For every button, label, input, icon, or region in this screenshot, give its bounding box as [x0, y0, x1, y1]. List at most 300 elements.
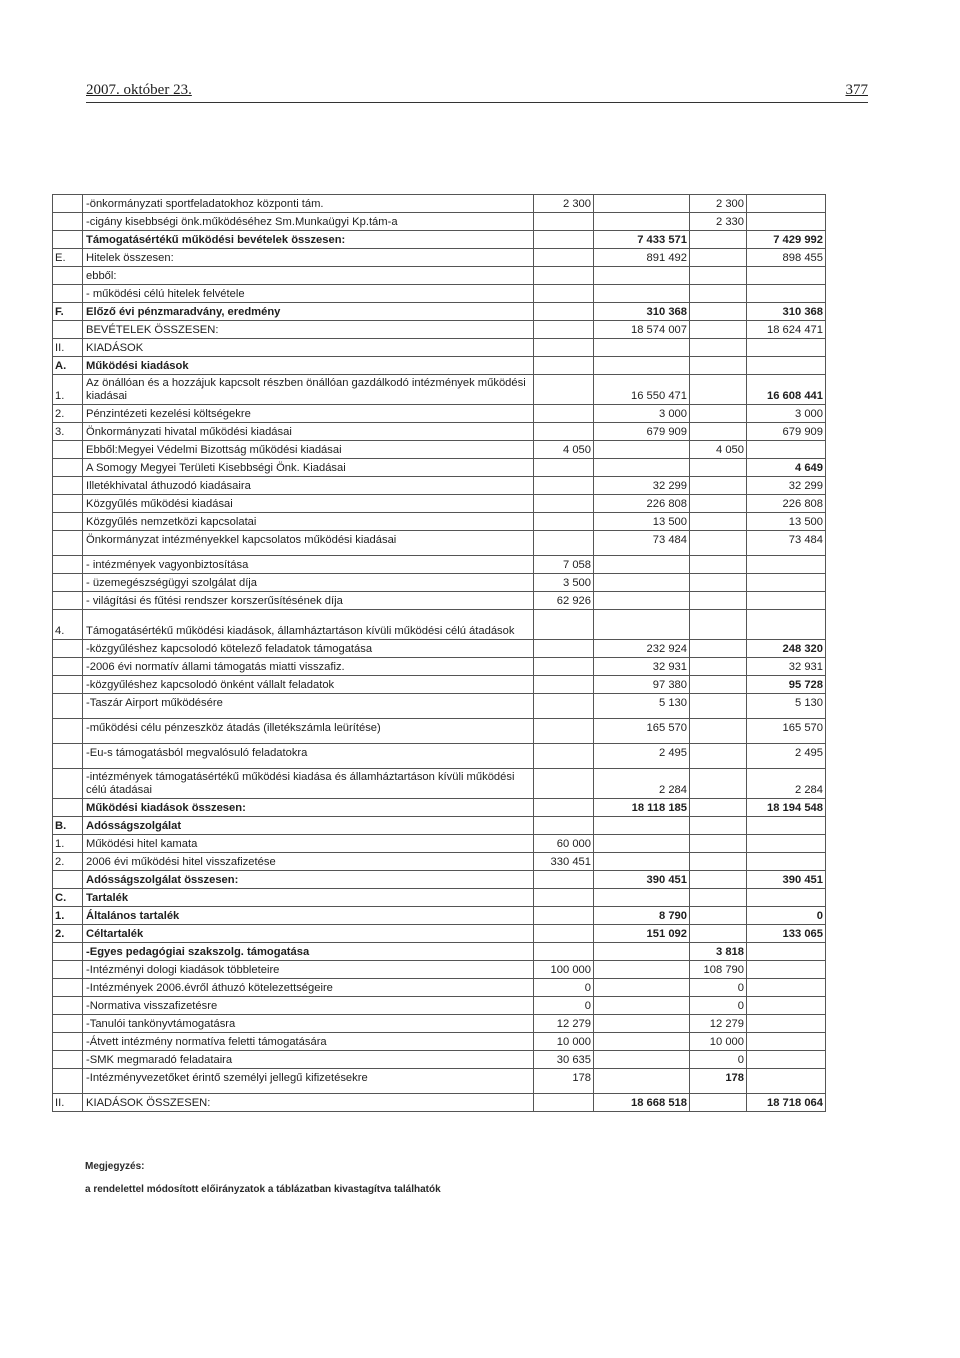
- row-index: [53, 459, 83, 477]
- table-row: [53, 1094, 826, 1112]
- sub-amount-modified: [690, 574, 747, 592]
- table-row: [53, 997, 826, 1015]
- amount-original: [594, 1015, 690, 1033]
- amount-modified: 165 570: [747, 719, 826, 737]
- sub-amount-modified: [690, 658, 747, 676]
- row-label: -Intézményi dologi kiadások többleteire: [83, 961, 534, 979]
- sub-amount-original: [534, 943, 594, 961]
- amount-modified: [747, 853, 826, 871]
- row-index: [53, 574, 83, 592]
- table-row: [53, 574, 826, 592]
- table-row: [53, 769, 826, 799]
- sub-amount-original: [534, 548, 594, 556]
- sub-amount-original: [534, 871, 594, 889]
- sub-amount-original: [534, 339, 594, 357]
- row-index: [53, 1051, 83, 1069]
- sub-amount-modified: [690, 556, 747, 574]
- amount-original: [594, 711, 690, 719]
- amount-original: 310 368: [594, 303, 690, 321]
- row-label: A Somogy Megyei Területi Kisebbségi Önk. Kiadásai: [83, 459, 534, 477]
- sub-amount-modified: [690, 339, 747, 357]
- row-label: Támogatásértékű működési kiadások, államháztartáson kívüli működési célú átadások: [83, 610, 534, 640]
- sub-amount-original: [534, 285, 594, 303]
- row-index: [53, 195, 83, 213]
- amount-modified: [747, 357, 826, 375]
- amount-modified: 226 808: [747, 495, 826, 513]
- table-row: [53, 835, 826, 853]
- table-row: [53, 719, 826, 737]
- table-row: [53, 267, 826, 285]
- row-index: [53, 943, 83, 961]
- row-label: Támogatásértékű működési bevételek összesen:: [83, 231, 534, 249]
- table-row: [53, 817, 826, 835]
- table-row: [53, 853, 826, 871]
- amount-modified: [747, 592, 826, 610]
- amount-modified: [747, 889, 826, 907]
- amount-modified: [747, 1069, 826, 1087]
- amount-modified: 310 368: [747, 303, 826, 321]
- row-label: -intézmények támogatásértékű működési kiadása és államháztartáson kívüli működési célú átadásai: [83, 769, 534, 799]
- amount-modified: [747, 1051, 826, 1069]
- sub-amount-modified: [690, 1086, 747, 1094]
- table-row: [53, 423, 826, 441]
- amount-original: 3 000: [594, 405, 690, 423]
- row-index: [53, 719, 83, 737]
- sub-amount-original: [534, 495, 594, 513]
- amount-original: [594, 441, 690, 459]
- table-row: [53, 231, 826, 249]
- sub-amount-modified: [690, 817, 747, 835]
- row-label: -működési célu pénzeszköz átadás (illetékszámla leürítése): [83, 719, 534, 737]
- amount-modified: [747, 339, 826, 357]
- sub-amount-original: [534, 799, 594, 817]
- table-row: [53, 459, 826, 477]
- amount-modified: [747, 441, 826, 459]
- spacer-row: [53, 548, 826, 556]
- amount-original: [594, 548, 690, 556]
- amount-original: 32 299: [594, 477, 690, 495]
- amount-original: 2 284: [594, 769, 690, 799]
- row-index: [53, 979, 83, 997]
- row-index: 3.: [53, 423, 83, 441]
- sub-amount-modified: [690, 694, 747, 712]
- sub-amount-modified: [690, 610, 747, 640]
- sub-amount-modified: 0: [690, 1051, 747, 1069]
- sub-amount-modified: [690, 676, 747, 694]
- row-index: II.: [53, 1094, 83, 1112]
- amount-modified: 13 500: [747, 513, 826, 531]
- amount-modified: [747, 574, 826, 592]
- sub-amount-original: [534, 249, 594, 267]
- table-row: [53, 658, 826, 676]
- amount-modified: [747, 556, 826, 574]
- sub-amount-modified: [690, 769, 747, 799]
- sub-amount-original: [534, 736, 594, 744]
- sub-amount-original: [534, 640, 594, 658]
- row-label: Adósságszolgálat összesen:: [83, 871, 534, 889]
- amount-modified: [747, 1015, 826, 1033]
- table-row: [53, 610, 826, 640]
- sub-amount-modified: [690, 640, 747, 658]
- sub-amount-original: 4 050: [534, 441, 594, 459]
- amount-modified: [747, 997, 826, 1015]
- amount-original: [594, 889, 690, 907]
- row-index: [53, 694, 83, 712]
- sub-amount-original: [534, 769, 594, 799]
- row-index: [53, 1033, 83, 1051]
- row-label: - működési célú hitelek felvétele: [83, 285, 534, 303]
- amount-original: 2 495: [594, 744, 690, 762]
- row-label: [83, 548, 534, 556]
- sub-amount-modified: [690, 477, 747, 495]
- row-label: Illetékhivatal áthuzodó kiadásaira: [83, 477, 534, 495]
- sub-amount-modified: [690, 231, 747, 249]
- amount-original: 232 924: [594, 640, 690, 658]
- table-row: [53, 676, 826, 694]
- sub-amount-original: 62 926: [534, 592, 594, 610]
- amount-modified: 7 429 992: [747, 231, 826, 249]
- row-label: -2006 évi normatív állami támogatás miatti visszafiz.: [83, 658, 534, 676]
- sub-amount-modified: 0: [690, 997, 747, 1015]
- sub-amount-original: [534, 1094, 594, 1112]
- row-label: -Egyes pedagógiai szakszolg. támogatása: [83, 943, 534, 961]
- row-label: Előző évi pénzmaradvány, eredmény: [83, 303, 534, 321]
- sub-amount-original: [534, 817, 594, 835]
- table-row: [53, 285, 826, 303]
- row-label: Működési kiadások összesen:: [83, 799, 534, 817]
- sub-amount-modified: [690, 925, 747, 943]
- sub-amount-modified: 12 279: [690, 1015, 747, 1033]
- sub-amount-modified: [690, 736, 747, 744]
- sub-amount-original: [534, 423, 594, 441]
- row-index: A.: [53, 357, 83, 375]
- amount-modified: [747, 285, 826, 303]
- amount-modified: [747, 817, 826, 835]
- sub-amount-original: [534, 513, 594, 531]
- row-label: Hitelek összesen:: [83, 249, 534, 267]
- row-index: B.: [53, 817, 83, 835]
- table-row: [53, 1051, 826, 1069]
- sub-amount-original: 10 000: [534, 1033, 594, 1051]
- amount-modified: [747, 1033, 826, 1051]
- row-label: -közgyűléshez kapcsolodó kötelező feladatok támogatása: [83, 640, 534, 658]
- row-label: -cigány kisebbségi önk.működéséhez Sm.Munkaügyi Kp.tám-a: [83, 213, 534, 231]
- sub-amount-modified: [690, 761, 747, 769]
- amount-modified: 18 624 471: [747, 321, 826, 339]
- sub-amount-modified: 10 000: [690, 1033, 747, 1051]
- amount-original: 73 484: [594, 531, 690, 549]
- amount-modified: 2 284: [747, 769, 826, 799]
- amount-modified: 248 320: [747, 640, 826, 658]
- amount-modified: 32 299: [747, 477, 826, 495]
- sub-amount-original: [534, 375, 594, 405]
- sub-amount-original: 178: [534, 1069, 594, 1087]
- table-row: [53, 441, 826, 459]
- row-label: [83, 736, 534, 744]
- row-index: [53, 871, 83, 889]
- row-label: Általános tartalék: [83, 907, 534, 925]
- row-label: [83, 761, 534, 769]
- row-index: [53, 769, 83, 799]
- sub-amount-original: [534, 459, 594, 477]
- sub-amount-modified: 178: [690, 1069, 747, 1087]
- amount-modified: 4 649: [747, 459, 826, 477]
- amount-original: 226 808: [594, 495, 690, 513]
- row-index: [53, 213, 83, 231]
- sub-amount-original: [534, 907, 594, 925]
- sub-amount-original: [534, 761, 594, 769]
- table-row: [53, 1069, 826, 1087]
- amount-original: [594, 835, 690, 853]
- budget-table-body: [53, 195, 826, 1112]
- table-row: [53, 961, 826, 979]
- row-index: [53, 285, 83, 303]
- amount-original: [594, 574, 690, 592]
- sub-amount-modified: [690, 375, 747, 405]
- amount-original: [594, 979, 690, 997]
- sub-amount-original: 30 635: [534, 1051, 594, 1069]
- row-index: 2.: [53, 853, 83, 871]
- sub-amount-original: 7 058: [534, 556, 594, 574]
- sub-amount-modified: [690, 871, 747, 889]
- sub-amount-modified: [690, 249, 747, 267]
- note-title: Megjegyzés:: [85, 1161, 145, 1172]
- row-index: [53, 477, 83, 495]
- sub-amount-original: [534, 711, 594, 719]
- amount-original: [594, 943, 690, 961]
- amount-modified: [747, 548, 826, 556]
- amount-modified: 95 728: [747, 676, 826, 694]
- sub-amount-original: [534, 610, 594, 640]
- amount-original: 7 433 571: [594, 231, 690, 249]
- sub-amount-modified: [690, 719, 747, 737]
- row-index: [53, 513, 83, 531]
- row-index: [53, 321, 83, 339]
- table-row: [53, 513, 826, 531]
- row-index: [53, 548, 83, 556]
- sub-amount-original: [534, 694, 594, 712]
- sub-amount-original: [534, 719, 594, 737]
- sub-amount-original: 0: [534, 979, 594, 997]
- row-index: [53, 744, 83, 762]
- amount-original: 18 574 007: [594, 321, 690, 339]
- row-label: -Átvett intézmény normatíva feletti támogatására: [83, 1033, 534, 1051]
- note-text: a rendelettel módosított előirányzatok a táblázatban kivastagítva találhatók: [85, 1184, 441, 1195]
- row-label: Adósságszolgálat: [83, 817, 534, 835]
- amount-original: 165 570: [594, 719, 690, 737]
- row-label: - intézmények vagyonbiztosítása: [83, 556, 534, 574]
- row-index: 1.: [53, 375, 83, 405]
- amount-modified: [747, 267, 826, 285]
- amount-original: [594, 1069, 690, 1087]
- table-row: [53, 799, 826, 817]
- amount-modified: 5 130: [747, 694, 826, 712]
- page-header: [86, 80, 868, 103]
- sub-amount-original: [534, 531, 594, 549]
- row-label: Céltartalék: [83, 925, 534, 943]
- amount-original: 891 492: [594, 249, 690, 267]
- sub-amount-modified: [690, 405, 747, 423]
- sub-amount-original: 60 000: [534, 835, 594, 853]
- amount-original: [594, 997, 690, 1015]
- row-index: [53, 592, 83, 610]
- amount-modified: 73 484: [747, 531, 826, 549]
- sub-amount-original: 12 279: [534, 1015, 594, 1033]
- row-label: Az önállóan és a hozzájuk kapcsolt részben önállóan gazdálkodó intézmények működési kiadásai: [83, 375, 534, 405]
- row-index: [53, 997, 83, 1015]
- sub-amount-original: 2 300: [534, 195, 594, 213]
- row-label: -önkormányzati sportfeladatokhoz központi tám.: [83, 195, 534, 213]
- sub-amount-modified: [690, 513, 747, 531]
- row-index: 1.: [53, 907, 83, 925]
- table-row: [53, 249, 826, 267]
- table-row: [53, 889, 826, 907]
- row-label: -Intézményvezetőket érintő személyi jellegű kifizetésekre: [83, 1069, 534, 1087]
- table-row: [53, 495, 826, 513]
- row-label: -Intézmények 2006.évről áthuzó kötelezettségeire: [83, 979, 534, 997]
- row-index: [53, 1015, 83, 1033]
- spacer-row: [53, 1086, 826, 1094]
- row-label: 2006 évi működési hitel visszafizetése: [83, 853, 534, 871]
- row-index: F.: [53, 303, 83, 321]
- amount-original: 5 130: [594, 694, 690, 712]
- row-index: [53, 658, 83, 676]
- row-index: [53, 961, 83, 979]
- amount-original: [594, 1033, 690, 1051]
- sub-amount-original: [534, 889, 594, 907]
- row-label: Pénzintézeti kezelési költségekre: [83, 405, 534, 423]
- spacer-row: [53, 761, 826, 769]
- row-index: [53, 267, 83, 285]
- row-index: [53, 736, 83, 744]
- amount-original: [594, 736, 690, 744]
- amount-original: 97 380: [594, 676, 690, 694]
- amount-modified: [747, 1086, 826, 1094]
- row-label: Működési hitel kamata: [83, 835, 534, 853]
- amount-modified: 133 065: [747, 925, 826, 943]
- row-label: - üzemegészségügyi szolgálat díja: [83, 574, 534, 592]
- row-label: Közgyűlés nemzetközi kapcsolatai: [83, 513, 534, 531]
- table-row: [53, 357, 826, 375]
- sub-amount-modified: [690, 357, 747, 375]
- sub-amount-modified: [690, 744, 747, 762]
- row-index: [53, 495, 83, 513]
- row-index: [53, 676, 83, 694]
- spacer-row: [53, 711, 826, 719]
- amount-modified: [747, 979, 826, 997]
- row-label: Tartalék: [83, 889, 534, 907]
- row-index: 2.: [53, 925, 83, 943]
- row-label: Önkormányzat intézményekkel kapcsolatos működési kiadásai: [83, 531, 534, 549]
- sub-amount-original: [534, 321, 594, 339]
- amount-original: 18 668 518: [594, 1094, 690, 1112]
- row-label: -közgyűléshez kapcsolodó önként vállalt feladatok: [83, 676, 534, 694]
- amount-original: [594, 339, 690, 357]
- sub-amount-modified: [690, 303, 747, 321]
- sub-amount-modified: [690, 1094, 747, 1112]
- table-row: [53, 694, 826, 712]
- sub-amount-modified: 3 818: [690, 943, 747, 961]
- row-label: -SMK megmaradó feladataira: [83, 1051, 534, 1069]
- table-row: [53, 979, 826, 997]
- sub-amount-original: [534, 357, 594, 375]
- sub-amount-modified: 2 300: [690, 195, 747, 213]
- sub-amount-original: 0: [534, 997, 594, 1015]
- row-index: [53, 231, 83, 249]
- sub-amount-modified: [690, 548, 747, 556]
- sub-amount-modified: 0: [690, 979, 747, 997]
- amount-original: [594, 556, 690, 574]
- row-label: -Eu-s támogatásból megvalósuló feladatokra: [83, 744, 534, 762]
- amount-modified: [747, 761, 826, 769]
- row-label: [83, 1086, 534, 1094]
- table-row: [53, 907, 826, 925]
- spacer-row: [53, 736, 826, 744]
- amount-original: [594, 853, 690, 871]
- row-index: [53, 1086, 83, 1094]
- table-row: [53, 744, 826, 762]
- row-label: -Tanulói tankönyvtámogatásra: [83, 1015, 534, 1033]
- sub-amount-original: 100 000: [534, 961, 594, 979]
- amount-modified: 18 194 548: [747, 799, 826, 817]
- table-row: [53, 303, 826, 321]
- amount-original: [594, 195, 690, 213]
- row-index: [53, 556, 83, 574]
- table-row: [53, 1015, 826, 1033]
- amount-original: 679 909: [594, 423, 690, 441]
- sub-amount-original: [534, 925, 594, 943]
- row-label: Működési kiadások: [83, 357, 534, 375]
- row-label: KIADÁSOK: [83, 339, 534, 357]
- amount-original: [594, 357, 690, 375]
- amount-original: 32 931: [594, 658, 690, 676]
- row-index: E.: [53, 249, 83, 267]
- sub-amount-original: [534, 658, 594, 676]
- sub-amount-original: [534, 231, 594, 249]
- sub-amount-modified: [690, 267, 747, 285]
- amount-original: [594, 961, 690, 979]
- row-label: Közgyűlés működési kiadásai: [83, 495, 534, 513]
- sub-amount-modified: [690, 799, 747, 817]
- amount-original: [594, 1051, 690, 1069]
- sub-amount-modified: [690, 907, 747, 925]
- sub-amount-modified: [690, 495, 747, 513]
- amount-original: 16 550 471: [594, 375, 690, 405]
- table-row: [53, 339, 826, 357]
- sub-amount-modified: [690, 835, 747, 853]
- sub-amount-modified: [690, 285, 747, 303]
- amount-modified: [747, 213, 826, 231]
- amount-original: 390 451: [594, 871, 690, 889]
- table-row: [53, 871, 826, 889]
- sub-amount-original: [534, 405, 594, 423]
- sub-amount-modified: [690, 592, 747, 610]
- amount-original: 18 118 185: [594, 799, 690, 817]
- amount-original: [594, 817, 690, 835]
- sub-amount-modified: [690, 853, 747, 871]
- row-index: [53, 1069, 83, 1087]
- amount-modified: 2 495: [747, 744, 826, 762]
- amount-modified: [747, 835, 826, 853]
- sub-amount-original: [534, 267, 594, 285]
- amount-original: [594, 592, 690, 610]
- table-row: [53, 375, 826, 405]
- table-row: [53, 1033, 826, 1051]
- amount-original: [594, 285, 690, 303]
- budget-table: [52, 194, 826, 1112]
- row-index: [53, 711, 83, 719]
- page-number: 377: [845, 82, 868, 98]
